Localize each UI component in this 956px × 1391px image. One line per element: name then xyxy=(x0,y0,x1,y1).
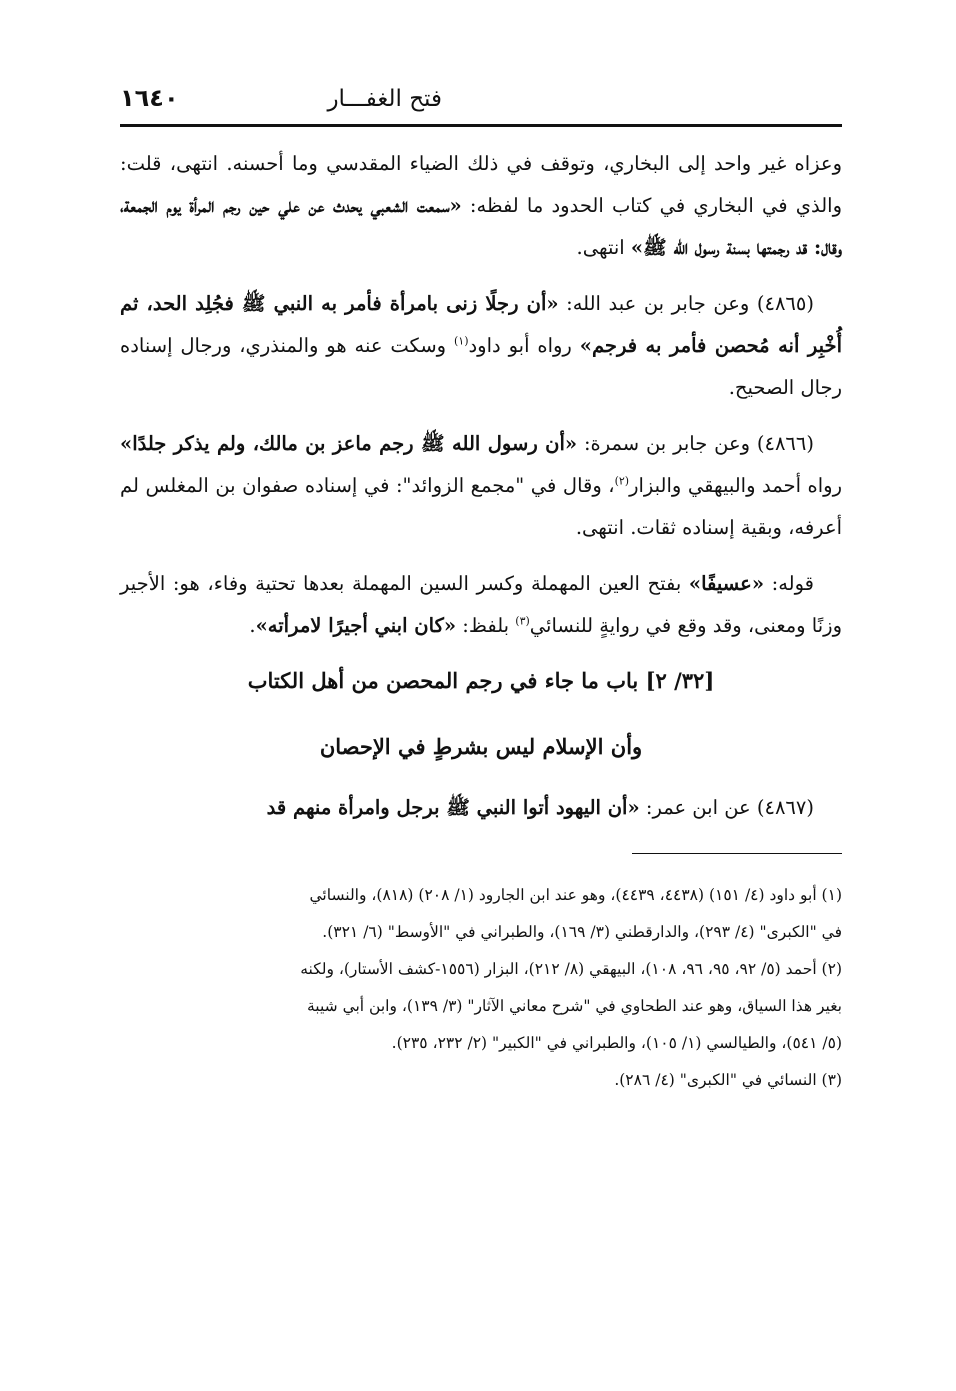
footnote-2-line-2: بغير هذا السياق، وهو عند الطحاوي في "شرح معاني الآثار" (٣/ ١٣٩)، وابن أبي شيبة xyxy=(307,997,842,1015)
running-title: فتح الغفـــار xyxy=(327,86,442,112)
text-run: وعن جابر بن عبد الله: xyxy=(558,292,757,315)
hadith-4865 xyxy=(120,283,842,409)
text-run: ، وقال في "مجمع الزوائد": في إسناده صفوان بن المغلس لم أعرفه، وبقية إسناده ثقات. انتهى. xyxy=(120,474,842,539)
text-run: . xyxy=(249,614,256,637)
footnote-ref[interactable]: (٢) xyxy=(614,474,630,488)
footnote-2-line-1: (٢) أحمد (٥/ ٩٢، ٩٥، ٩٦، ١٠٨)، البيهقي (٨/ ٢١٢)، البزار (١٥٥٦-كشف الأستار)، ولكنه xyxy=(300,960,842,978)
footnote-2-line-3: (٥/ ٥٤١)، والطيالسي (١/ ١٠٥)، والطبراني في "الكبير" (٢/ ٢٣٢، ٢٣٥). xyxy=(391,1034,842,1052)
footnote-3: (٣) النسائي في "الكبرى" (٤/ ٢٨٦). xyxy=(614,1071,842,1089)
page-number: ١٦٤٠ xyxy=(120,84,179,112)
paragraph-continuation xyxy=(120,143,842,269)
text-run: رواه أحمد والبيهقي والبزار xyxy=(629,474,842,497)
chapter-heading xyxy=(120,661,842,767)
text-run: قلت: والذي في البخاري في كتاب الحدود ما لفظه: xyxy=(120,152,842,217)
hadith-number: (٤٨٦٧) xyxy=(756,796,814,819)
commentary-paragraph xyxy=(120,563,842,647)
chapter-heading-line-2: وأن الإسلام ليس بشرطٍ في الإحصان xyxy=(319,734,643,759)
footnote-1-line-1: (١) أبو داود (٤/ ١٥١) (٤٤٣٨، ٤٤٣٩)، وهو عند ابن الجارود (١/ ٢٠٨) (٨١٨)، والنسائي xyxy=(309,886,842,904)
text-run: وسكت عنه هو والمنذري، ورجال إسناده رجال الصحيح. xyxy=(120,334,842,399)
quoted-text: «عسيفًا» xyxy=(688,572,765,595)
footnote-separator xyxy=(120,843,842,863)
quoted-text: «أن رجلًا زنى بامرأة فأمر به النبي ﷺ فجُلِد الحد، ثم أُخْبِر أنه مُحصن فأمر به فرجم» xyxy=(120,292,842,357)
footnote-ref[interactable]: (١) xyxy=(453,334,469,348)
book-page xyxy=(120,78,842,1099)
hadith-4867 xyxy=(120,787,842,829)
main-text xyxy=(120,143,842,829)
text-run: وعزاه غير واحد إلى البخاري، وتوقف في ذلك الضياء المقدسي وما أحسنه. انتهى، xyxy=(169,152,842,175)
hadith-number: (٤٨٦٦) xyxy=(756,432,814,455)
text-run: بلفظ: xyxy=(456,614,516,637)
quoted-text: «أن رسول الله ﷺ رجم ماعز بن مالك، ولم يذكر جلدًا» xyxy=(120,432,578,455)
text-run: قوله: xyxy=(764,572,814,595)
hadith-number: (٤٨٦٥) xyxy=(756,292,814,315)
footnote-rule xyxy=(632,853,842,854)
quoted-text: «سمعت الشعبي يحدث عن علي حين رجم المرأة يوم الجمعة، وقال: قد رجمتها بسنة رسول الله ﷺ» xyxy=(120,194,842,259)
text-run: عن ابن عمر: xyxy=(639,796,757,819)
text-run: رواه أبو داود xyxy=(468,334,580,357)
chapter-heading-line-1: [٣٢/ ٢] باب ما جاء في رجم المحصن من أهل الكتاب xyxy=(247,668,715,693)
text-run: انتهى. xyxy=(576,236,631,259)
footnote-1-line-2: في "الكبرى" (٤/ ٢٩٣)، والدارقطني (٣/ ١٦٩)، والطبراني في "الأوسط" (٦/ ٣٢١). xyxy=(322,923,842,941)
footnote-ref[interactable]: (٣) xyxy=(515,614,530,628)
page-header xyxy=(120,78,842,127)
footnotes xyxy=(120,877,842,1099)
hadith-4866 xyxy=(120,423,842,549)
quoted-text: «أن اليهود أتوا النبي ﷺ برجل وامرأة منهم قد xyxy=(266,796,640,819)
text-run: بفتح العين المهملة وكسر السين المهملة بعدها تحتية وفاء، هو: الأجير وزنًا ومعنى، وقد وقع في روايةٍ للنسائي xyxy=(120,572,842,637)
quoted-text: «كان ابني أجيرًا لامرأته» xyxy=(255,614,457,637)
text-run: وعن جابر بن سمرة: xyxy=(577,432,757,455)
